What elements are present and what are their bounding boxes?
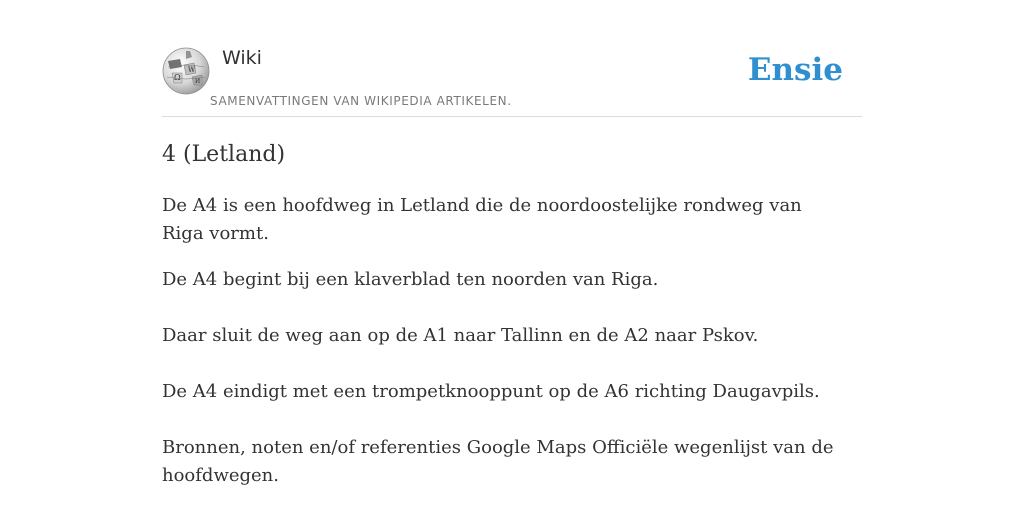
site-tagline: SAMENVATTINGEN VAN WIKIPEDIA ARTIKELEN. [210, 94, 512, 108]
article-paragraph: De A4 eindigt met een trompetknooppunt op de A6 richting Daugavpils. [162, 381, 820, 402]
site-name[interactable]: Wiki [222, 47, 262, 69]
svg-text:Ω: Ω [174, 73, 181, 82]
page-title: 4 (Letland) [162, 142, 286, 167]
brand-logo-link[interactable]: Ensie [747, 52, 843, 88]
article-paragraph: Bronnen, noten en/of referenties Google Maps Officiële wegenlijst van de hoofdwegen. [162, 437, 834, 486]
site-header [162, 44, 862, 117]
article-lead: De A4 is een hoofdweg in Letland die de noordoostelijke rondweg van Riga vormt. [162, 195, 802, 244]
article-paragraph: Daar sluit de weg aan op de A1 naar Tallinn en de A2 naar Pskov. [162, 325, 759, 346]
wikipedia-globe-icon[interactable] [162, 47, 210, 95]
article-paragraph: De A4 begint bij een klaverblad ten noorden van Riga. [162, 269, 659, 290]
article-body [162, 192, 842, 512]
svg-text:И: И [195, 78, 201, 85]
svg-text:W: W [188, 66, 196, 74]
